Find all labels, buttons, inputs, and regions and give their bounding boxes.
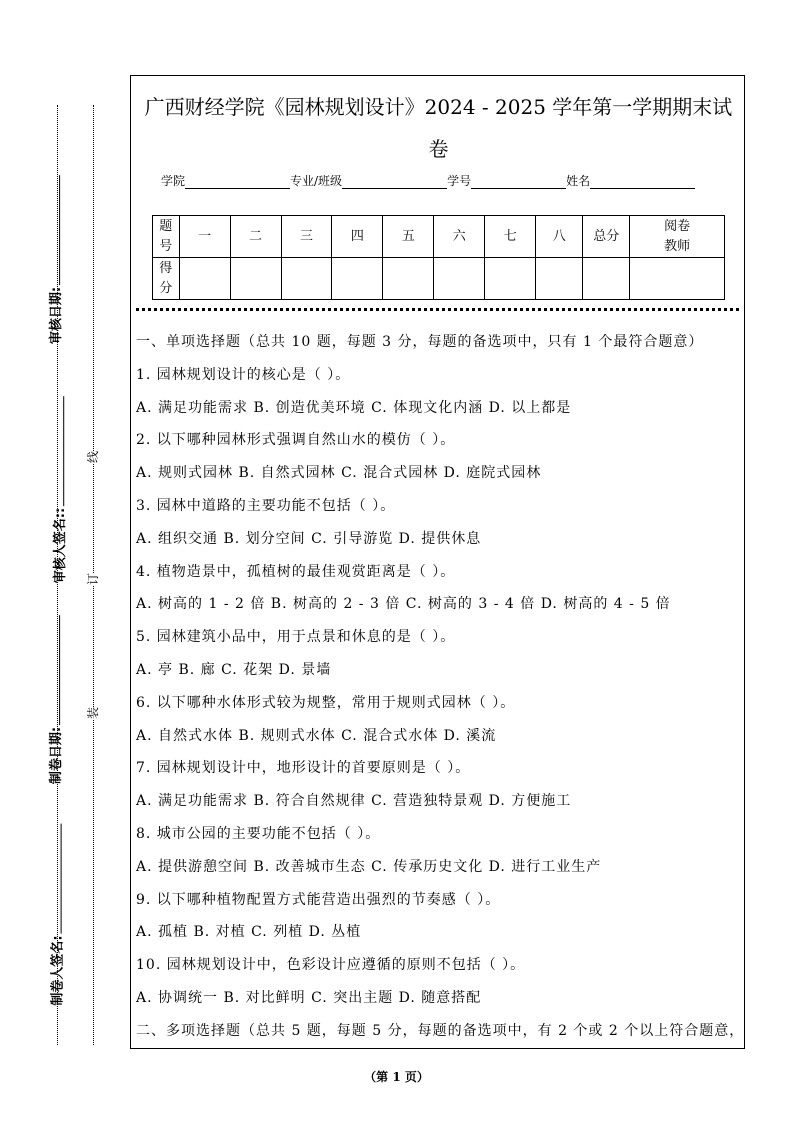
college-label: 学院 [161, 174, 186, 188]
score-table-header-row [153, 216, 725, 258]
score-table-score-row [153, 258, 725, 300]
name-label: 姓名 [566, 174, 591, 188]
cut-ding-label: 订 [86, 572, 101, 586]
score-cell[interactable] [434, 258, 485, 300]
score-header-cell: 二 [230, 216, 281, 258]
exam-frame [130, 75, 745, 1049]
question-content [136, 332, 744, 1054]
maker-sign-label: 制卷人签名: [47, 823, 66, 1005]
score-header-cell: 四 [332, 216, 383, 258]
question-text: 1. 园林规划设计的核心是（ ）。 [136, 366, 351, 383]
question-text: 3. 园林中道路的主要功能不包括（ ）。 [136, 497, 396, 514]
score-header-cell: 题 号 [153, 216, 180, 258]
score-header-cell: 总分 [583, 216, 630, 258]
cut-zhuang-label: 装 [86, 706, 101, 720]
answer-options: A. 自然式水体 B. 规则式水体 C. 混合式水体 D. 溪流 [136, 727, 497, 744]
score-header-cell: 五 [383, 216, 434, 258]
score-cell[interactable] [485, 258, 536, 300]
answer-options: A. 满足功能需求 B. 创造优美环境 C. 体现文化内涵 D. 以上都是 [136, 399, 572, 416]
score-header-cell: 七 [485, 216, 536, 258]
student-info-row [161, 172, 695, 189]
question-text: 9. 以下哪种植物配置方式能营造出强烈的节奏感（ ）。 [136, 891, 501, 908]
question-text: 2. 以下哪种园林形式强调自然山水的模仿（ ）。 [136, 432, 456, 449]
score-cell[interactable] [230, 258, 281, 300]
reviewer-date-label: 审核日期: [45, 175, 64, 344]
score-cell[interactable] [583, 258, 630, 300]
score-cell[interactable] [383, 258, 434, 300]
question-text: 6. 以下哪种水体形式较为规整，常用于规则式园林（ ）。 [136, 694, 516, 711]
exam-title-line1: 广西财经学院《园林规划设计》2024 - 2025 学年第一学期期末试 [144, 95, 733, 119]
name-field[interactable] [590, 188, 695, 189]
score-header-cell: 阅卷 教师 [630, 216, 725, 258]
answer-options: A. 满足功能需求 B. 符合自然规律 C. 营造独特景观 D. 方便施工 [136, 793, 572, 810]
section-divider [136, 308, 739, 311]
score-cell[interactable] [630, 258, 725, 300]
answer-options: A. 组织交通 B. 划分空间 C. 引导游览 D. 提供休息 [136, 530, 482, 547]
section-heading: 一、单项选择题（总共 10 题，每题 3 分，每题的备选项中，只有 1 个最符合题意） [136, 334, 704, 350]
student-id-label: 学号 [447, 174, 472, 188]
major-label: 专业/班级 [290, 174, 343, 188]
question-text: 4. 植物造景中，孤植树的最佳观赏距离是（ ）。 [136, 563, 456, 580]
question-text: 5. 园林建筑小品中，用于点景和休息的是（ ）。 [136, 629, 456, 646]
answer-options: A. 提供游憩空间 B. 改善城市生态 C. 传承历史文化 D. 进行工业生产 [136, 858, 602, 875]
page-number: （第 1 页） [364, 1070, 429, 1084]
reviewer-sign-label: 审核人签名:: [49, 396, 68, 583]
section-heading: 二、多项选择题（总共 5 题，每题 5 分，每题的备选项中，有 2 个或 2 个以上符合题意， [136, 1022, 745, 1039]
answer-options: A. 树高的 1 - 2 倍 B. 树高的 2 - 3 倍 C. 树高的 3 - 4 倍 D. 树高的 4 - 5 倍 [136, 596, 671, 613]
score-table [152, 215, 725, 300]
score-header-cell: 六 [434, 216, 485, 258]
answer-options: A. 亭 B. 廊 C. 花架 D. 景墙 [136, 661, 332, 678]
score-header-cell: 一 [179, 216, 230, 258]
score-row-label: 得 分 [153, 258, 180, 300]
question-text: 10. 园林规划设计中，色彩设计应遵循的原则不包括（ ）。 [136, 957, 526, 974]
score-cell[interactable] [536, 258, 583, 300]
maker-date-label: 制卷日期: [45, 615, 64, 784]
answer-options: A. 规则式园林 B. 自然式园林 C. 混合式园林 D. 庭院式园林 [136, 465, 542, 482]
score-cell[interactable] [332, 258, 383, 300]
major-field[interactable] [342, 188, 447, 189]
score-header-cell: 八 [536, 216, 583, 258]
answer-options: A. 孤植 B. 对植 C. 列植 D. 丛植 [136, 924, 362, 941]
college-field[interactable] [185, 188, 290, 189]
student-id-field[interactable] [471, 188, 566, 189]
score-cell[interactable] [281, 258, 332, 300]
question-text: 7. 园林规划设计中，地形设计的首要原则是（ ）。 [136, 760, 471, 777]
cut-line-label: 线 [86, 450, 101, 464]
score-header-cell: 三 [281, 216, 332, 258]
question-text: 8. 城市公园的主要功能不包括（ ）。 [136, 825, 381, 842]
exam-title-line2: 卷 [428, 137, 449, 161]
score-cell[interactable] [179, 258, 230, 300]
answer-options: A. 协调统一 B. 对比鲜明 C. 突出主题 D. 随意搭配 [136, 989, 482, 1006]
